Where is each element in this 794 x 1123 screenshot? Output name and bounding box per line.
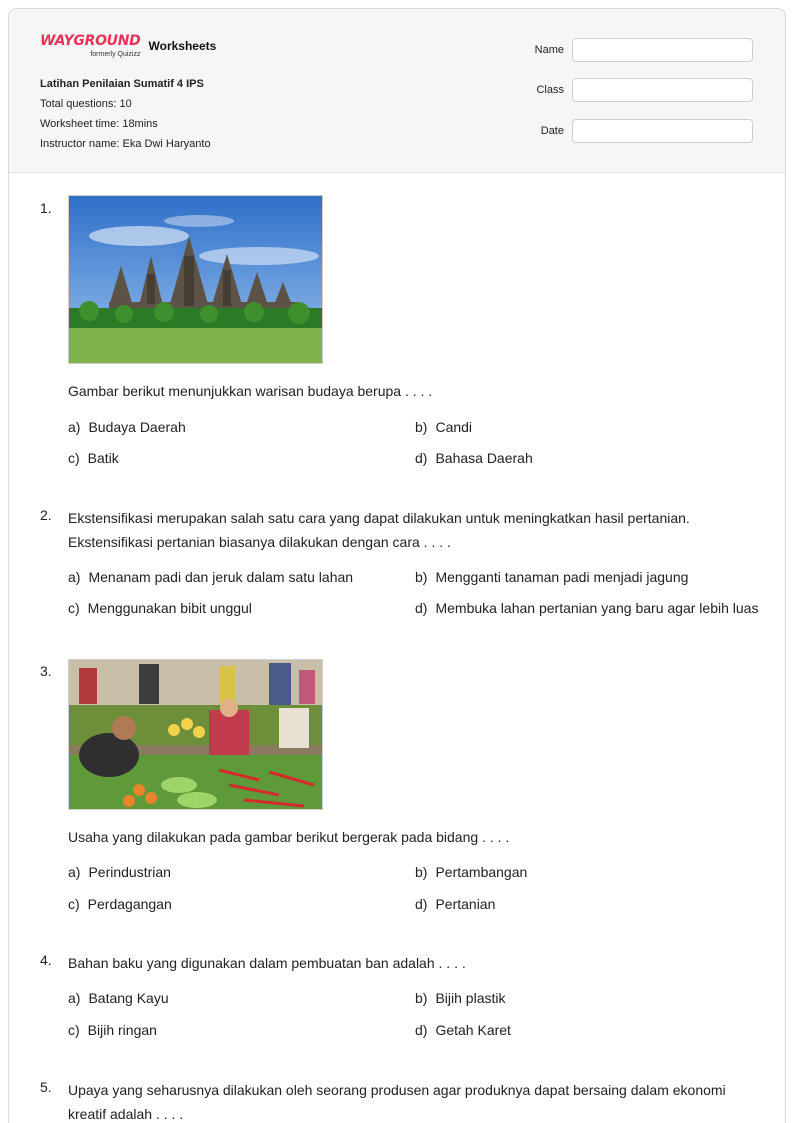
total-questions: Total questions: 10 bbox=[40, 98, 132, 110]
class-label: Class bbox=[536, 84, 564, 96]
worksheet-header bbox=[9, 9, 785, 173]
worksheet-time: Worksheet time: 18mins bbox=[40, 118, 158, 130]
product-name: Worksheets bbox=[148, 39, 217, 53]
question-number: 5. bbox=[40, 1079, 52, 1095]
option-c[interactable]: c) Batik bbox=[68, 450, 119, 466]
option-c[interactable]: c) Menggunakan bibit unggul bbox=[68, 600, 252, 616]
question-number: 3. bbox=[40, 663, 52, 679]
question-number: 2. bbox=[40, 507, 52, 523]
worksheet-title: Latihan Penilaian Sumatif 4 IPS bbox=[40, 78, 204, 90]
name-label: Name bbox=[534, 44, 564, 56]
option-a[interactable]: a) Budaya Daerah bbox=[68, 419, 186, 435]
market-photo bbox=[68, 659, 323, 810]
option-b[interactable]: b) Bijih plastik bbox=[415, 990, 506, 1006]
option-d[interactable]: d) Getah Karet bbox=[415, 1022, 511, 1038]
date-label: Date bbox=[540, 125, 564, 137]
name-input[interactable] bbox=[572, 38, 753, 62]
date-input[interactable] bbox=[572, 119, 753, 143]
option-a[interactable]: a) Menanam padi dan jeruk dalam satu lahan bbox=[68, 569, 354, 585]
date-field-row bbox=[504, 119, 753, 143]
option-a[interactable]: a) Batang Kayu bbox=[68, 990, 169, 1006]
question-number: 1. bbox=[40, 200, 52, 216]
option-d[interactable]: d) Membuka lahan pertanian yang baru agar lebih luas bbox=[415, 600, 759, 616]
logo-mark bbox=[40, 33, 141, 59]
question-text: Ekstensifikasi merupakan salah satu cara yang dapat dilakukan untuk meningkatkan hasil pertanian. Ekstensifikasi pertanian biasanya dilakukan dengan cara . . . . bbox=[68, 510, 690, 550]
option-b[interactable]: b) Pertambangan bbox=[415, 864, 528, 880]
question-text: Usaha yang dilakukan pada gambar berikut bergerak pada bidang . . . . bbox=[68, 829, 510, 845]
answer-options bbox=[68, 560, 758, 622]
class-input[interactable] bbox=[572, 78, 753, 102]
name-field-row bbox=[504, 38, 753, 62]
class-field-row bbox=[504, 78, 753, 102]
temple-photo bbox=[68, 195, 323, 364]
question-text: Bahan baku yang digunakan dalam pembuatan ban adalah . . . . bbox=[68, 955, 466, 971]
brand-logo[interactable] bbox=[40, 33, 216, 59]
option-d[interactable]: d) Pertanian bbox=[415, 896, 496, 912]
question-number: 4. bbox=[40, 952, 52, 968]
option-a[interactable]: a) Perindustrian bbox=[68, 864, 171, 880]
worksheet-page bbox=[8, 8, 786, 1123]
answer-options bbox=[68, 409, 758, 471]
answer-options bbox=[68, 981, 758, 1043]
instructor-name: Instructor name: Eka Dwi Haryanto bbox=[40, 138, 211, 150]
option-b[interactable]: b) Mengganti tanaman padi menjadi jagung bbox=[415, 569, 689, 585]
question-text: Upaya yang seharusnya dilakukan oleh seorang produsen agar produknya dapat bersaing dalam ekonomi kreatif adalah . . . . bbox=[68, 1082, 726, 1122]
option-b[interactable]: b) Candi bbox=[415, 419, 473, 435]
option-d[interactable]: d) Bahasa Daerah bbox=[415, 450, 533, 466]
logo-subtitle: formerly Quizizz bbox=[90, 51, 141, 58]
logo-wordmark: WAYGROUND bbox=[40, 33, 141, 49]
answer-options bbox=[68, 855, 758, 917]
worksheet-meta bbox=[40, 74, 211, 154]
question-text: Gambar berikut menunjukkan warisan budaya berupa . . . . bbox=[68, 383, 433, 399]
option-c[interactable]: c) Perdagangan bbox=[68, 896, 172, 912]
option-c[interactable]: c) Bijih ringan bbox=[68, 1022, 157, 1038]
